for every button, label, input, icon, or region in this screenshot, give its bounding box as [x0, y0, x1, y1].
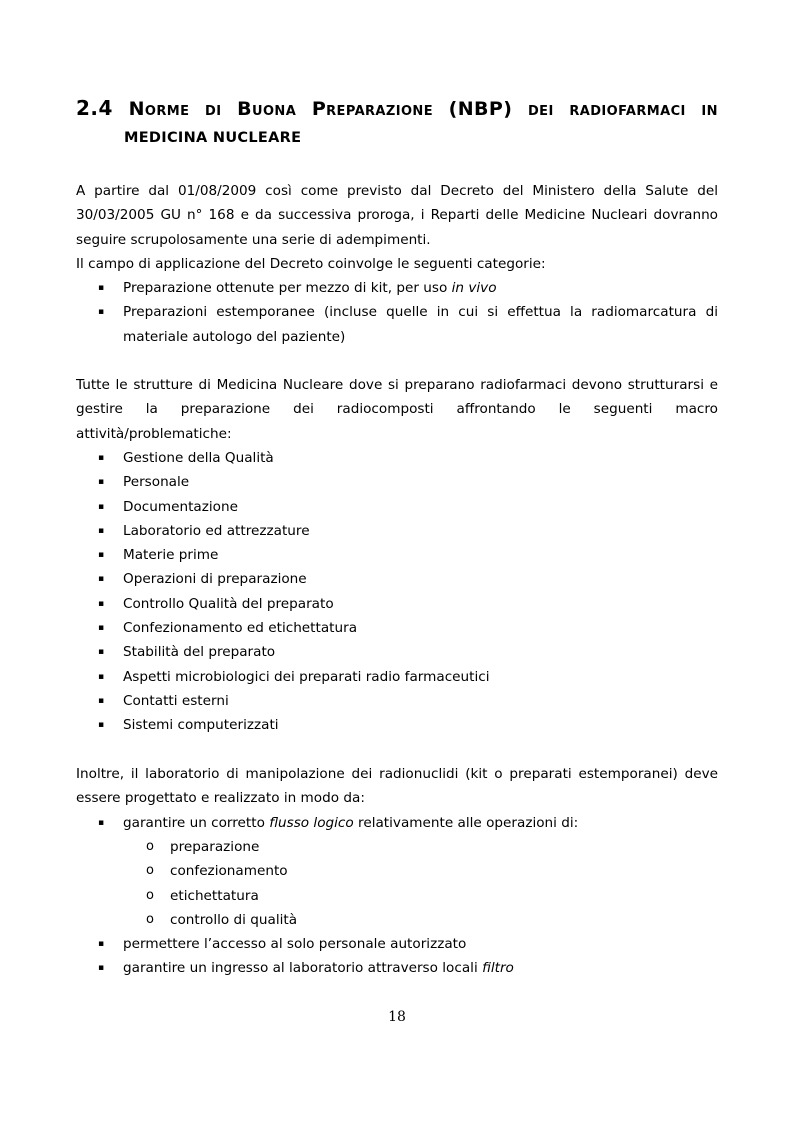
square-bullet-icon: ▪	[98, 307, 105, 318]
section-number: 2.4	[76, 96, 113, 120]
list-item-text: Aspetti microbiologici dei preparati radio farmaceutici	[123, 668, 490, 685]
list-item-text: materiale autologo del paziente)	[123, 328, 346, 345]
circle-bullet-icon: o	[146, 839, 154, 854]
list-item-text: Materie prime	[123, 547, 219, 564]
list-item-text: Controllo Qualità del preparato	[123, 595, 334, 612]
list-item	[76, 543, 718, 567]
list-item	[76, 956, 718, 980]
square-bullet-icon: ▪	[98, 550, 105, 561]
square-bullet-icon: ▪	[98, 695, 105, 706]
list-item	[76, 300, 718, 349]
list-item	[76, 470, 718, 494]
lab-requirements-list-continued	[76, 932, 718, 981]
sub-list-item	[76, 835, 718, 859]
square-bullet-icon: ▪	[98, 647, 105, 658]
list-item	[76, 592, 718, 616]
text-line: essere progettato e realizzato in modo da:	[76, 790, 365, 807]
text-line: gestire la preparazione dei radiocomposti affrontando le seguenti macro	[76, 401, 718, 418]
list-item-text: garantire un corretto	[123, 815, 270, 831]
square-bullet-icon: ▪	[98, 525, 105, 536]
text-line: seguire scrupolosamente una serie di adempimenti.	[76, 231, 431, 248]
list-item-text: Operazioni di preparazione	[123, 571, 307, 588]
square-bullet-icon: ▪	[98, 818, 105, 828]
text-line: Inoltre, il laboratorio di manipolazione dei radionuclidi (kit o preparati estemporanei) deve	[76, 766, 718, 782]
circle-bullet-icon: o	[146, 911, 154, 927]
list-item	[76, 689, 718, 713]
activities-list	[76, 446, 718, 738]
list-item	[76, 811, 718, 835]
list-item	[76, 665, 718, 689]
list-item	[76, 446, 718, 470]
list-item-italic: in vivo	[451, 280, 497, 296]
square-bullet-icon: ▪	[98, 574, 105, 585]
circle-bullet-icon: o	[146, 887, 154, 903]
list-item	[76, 519, 718, 543]
sub-list-item-text: confezionamento	[170, 863, 288, 880]
sub-list-item	[76, 908, 718, 932]
list-item	[76, 713, 718, 737]
text-line: Tutte le strutture di Medicina Nucleare dove si preparano radiofarmaci devono strutturarsi e	[76, 377, 718, 393]
heading-word: Norme	[128, 98, 190, 120]
list-item-text: Documentazione	[123, 498, 238, 515]
square-bullet-icon: ▪	[98, 671, 105, 682]
list-item-text: Stabilità del preparato	[123, 644, 276, 661]
sub-list-item	[76, 884, 718, 908]
page-number: 18	[388, 1009, 406, 1025]
heading-word: Buona	[237, 98, 297, 120]
lab-paragraph	[76, 762, 718, 811]
text-line: A partire dal 01/08/2009 così come previsto dal Decreto del Ministero della Salute del	[76, 183, 718, 199]
categories-list	[76, 276, 718, 349]
list-item	[76, 640, 718, 664]
heading-word: Preparazione	[311, 98, 433, 120]
square-bullet-icon: ▪	[98, 453, 105, 463]
list-item-text: Contatti esterni	[123, 692, 229, 709]
square-bullet-icon: ▪	[98, 598, 105, 609]
text-line: attività/problematiche:	[76, 425, 232, 442]
heading-word: di	[205, 98, 222, 120]
lab-requirements-list	[76, 811, 718, 835]
intro-paragraph	[76, 179, 718, 276]
square-bullet-icon: ▪	[98, 939, 105, 949]
list-item-text: permettere l’accesso al solo personale autorizzato	[123, 936, 467, 952]
square-bullet-icon: ▪	[98, 720, 105, 731]
section-heading-line2: MEDICINA NUCLEARE	[124, 130, 302, 146]
sub-list-item-text: preparazione	[170, 839, 260, 855]
list-item	[76, 567, 718, 591]
list-item-text: Preparazioni estemporanee (incluse quelle in cui si effettua la radiomarcatura di	[123, 304, 718, 321]
list-item-text: Gestione della Qualità	[123, 450, 274, 466]
list-item-text: Preparazione ottenute per mezzo di kit, per uso	[123, 280, 452, 296]
text-line: Il campo di applicazione del Decreto coinvolge le seguenti categorie:	[76, 255, 546, 272]
operations-sublist	[76, 835, 718, 932]
list-item	[76, 932, 718, 956]
list-item-text: Laboratorio ed attrezzature	[123, 522, 310, 539]
sub-list-item	[76, 859, 718, 883]
square-bullet-icon: ▪	[98, 477, 105, 488]
list-item-italic: flusso logico	[269, 815, 354, 831]
list-item-text: Sistemi computerizzati	[123, 717, 279, 734]
list-item-text: Confezionamento ed etichettatura	[123, 620, 358, 637]
list-item	[76, 616, 718, 640]
section-heading	[76, 92, 718, 126]
square-bullet-icon: ▪	[98, 963, 105, 974]
list-item-text: relativamente alle operazioni di:	[353, 815, 579, 831]
sub-list-item-text: controllo di qualità	[170, 911, 298, 928]
list-item	[76, 495, 718, 519]
heading-word: (NBP)	[448, 98, 513, 120]
text-line: 30/03/2005 GU n° 168 e da successiva proroga, i Reparti delle Medicine Nucleari dovranno	[76, 207, 718, 224]
structures-paragraph	[76, 373, 718, 446]
heading-word: radiofarmaci	[569, 98, 686, 120]
heading-word: dei	[527, 98, 554, 120]
list-item-text: garantire un ingresso al laboratorio attraverso locali	[123, 960, 483, 977]
list-item	[76, 276, 718, 300]
square-bullet-icon: ▪	[98, 283, 105, 293]
square-bullet-icon: ▪	[98, 623, 105, 634]
sub-list-item-text: etichettatura	[170, 887, 259, 904]
square-bullet-icon: ▪	[98, 501, 105, 512]
heading-word: in	[701, 98, 718, 120]
list-item-text: Personale	[123, 474, 190, 491]
list-item-italic: filtro	[482, 960, 514, 977]
circle-bullet-icon: o	[146, 863, 154, 879]
